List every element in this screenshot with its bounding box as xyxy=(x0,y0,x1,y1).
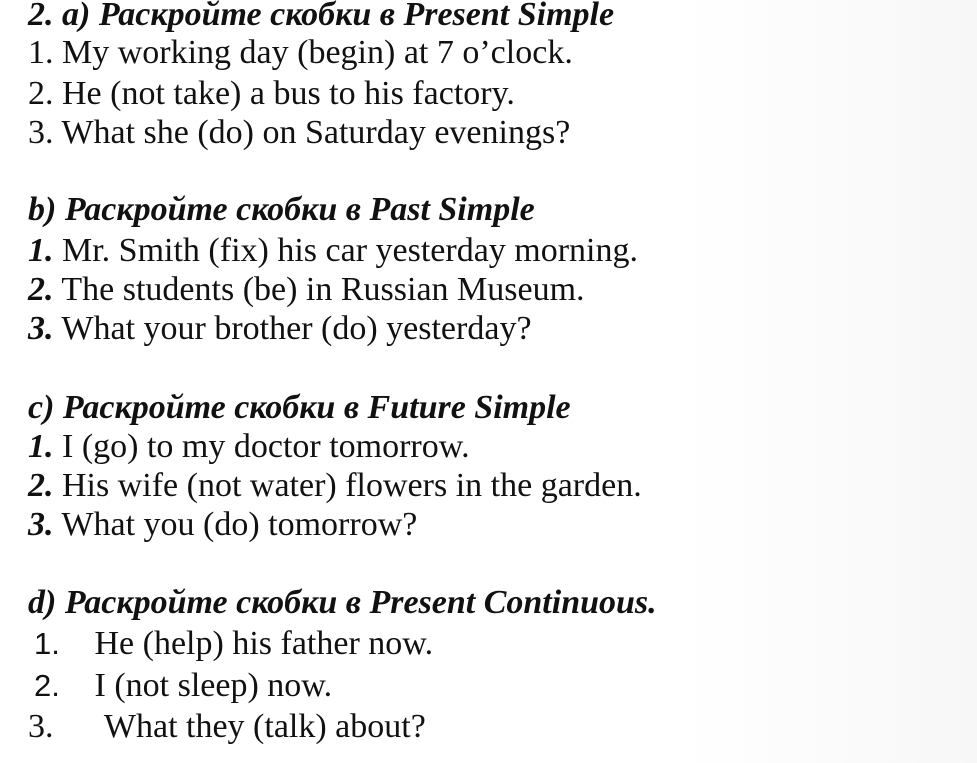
item-number: 1. xyxy=(34,626,60,661)
exercise-item xyxy=(28,34,573,72)
item-text: My working day (begin) at 7 o’clock. xyxy=(62,34,573,71)
exercise-item xyxy=(28,232,638,270)
item-number: 2. xyxy=(28,271,54,308)
item-text: His wife (not water) flowers in the garden. xyxy=(62,467,642,504)
item-number: 1. xyxy=(28,428,54,465)
section-heading: c) Раскройте скобки в Future Simple xyxy=(28,389,571,426)
item-number: 2. xyxy=(34,668,60,703)
item-number: 3. xyxy=(28,708,54,745)
exercise-item xyxy=(28,428,470,466)
section-heading: 2. a) Раскройте скобки в Present Simple xyxy=(28,0,615,33)
item-text: What your brother (do) yesterday? xyxy=(61,310,532,347)
item-text: I (not sleep) now. xyxy=(94,667,333,704)
item-text: The students (be) in Russian Museum. xyxy=(61,271,585,308)
exercise-item xyxy=(28,467,642,505)
item-text: What you (do) tomorrow? xyxy=(61,506,418,543)
item-text: Mr. Smith (fix) his car yesterday morning. xyxy=(62,232,639,269)
item-number: 2. xyxy=(28,467,54,504)
item-number: 3. xyxy=(28,506,54,543)
exercise-item xyxy=(28,708,426,746)
exercise-item xyxy=(28,506,417,544)
item-text: I (go) to my doctor tomorrow. xyxy=(62,428,470,465)
exercise-item xyxy=(28,271,585,309)
item-text: What she (do) on Saturday evenings? xyxy=(61,114,571,151)
exercise-item xyxy=(28,667,332,705)
section-heading: b) Раскройте скобки в Past Simple xyxy=(28,191,535,228)
item-number: 2. xyxy=(28,75,54,112)
item-number: 3. xyxy=(28,310,54,347)
section-heading: d) Раскройте скобки в Present Continuous. xyxy=(28,584,657,621)
item-number: 1. xyxy=(28,232,54,269)
exercise-item xyxy=(28,114,570,152)
exercise-item xyxy=(28,625,433,663)
item-number: 3. xyxy=(28,114,54,151)
item-text: He (not take) a bus to his factory. xyxy=(62,75,515,112)
item-number: 1. xyxy=(28,34,54,71)
item-text: He (help) his father now. xyxy=(94,625,434,662)
exercise-item xyxy=(28,75,515,113)
exercise-item xyxy=(28,310,532,348)
item-text: What they (talk) about? xyxy=(103,708,426,745)
